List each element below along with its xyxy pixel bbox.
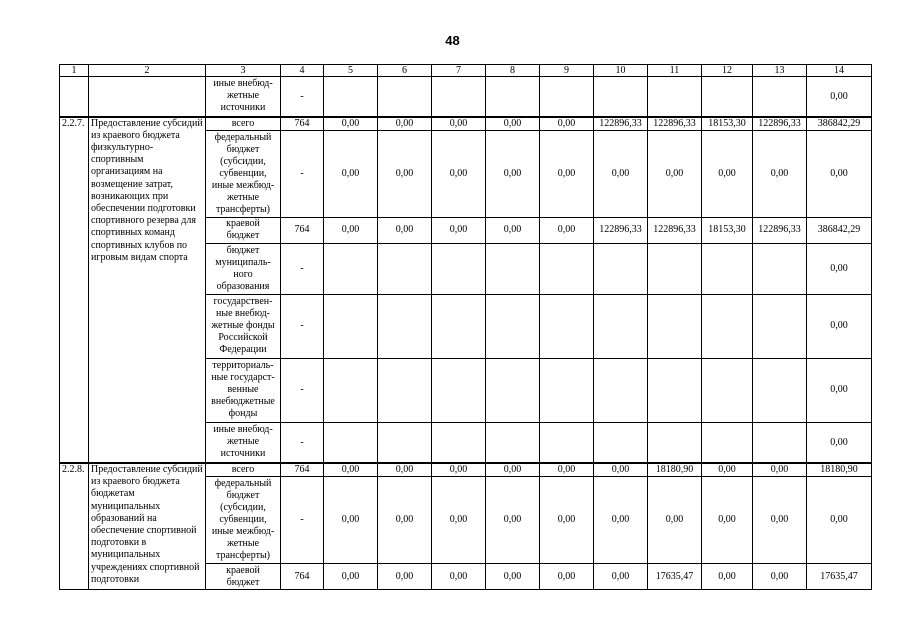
value-cell: 17635,47 [648,564,702,590]
kbk-cell: - [281,77,324,117]
value-cell: 0,00 [753,477,807,564]
value-cell: 0,00 [540,463,594,477]
value-cell: 0,00 [540,130,594,217]
funding-source-cell: иные внебюд- жетные источники [206,422,281,463]
header-cell: 14 [807,65,872,77]
value-cell: 0,00 [432,130,486,217]
kbk-cell: 764 [281,217,324,243]
value-cell: 18153,30 [702,117,753,131]
value-cell: 0,00 [432,564,486,590]
value-cell: 0,00 [324,217,378,243]
value-cell [753,358,807,422]
header-cell: 3 [206,65,281,77]
value-cell: 0,00 [702,564,753,590]
table-row [60,463,872,477]
value-cell [540,422,594,463]
value-cell: 0,00 [753,564,807,590]
value-cell: 0,00 [324,463,378,477]
value-cell: 0,00 [702,477,753,564]
value-cell [702,243,753,294]
value-cell [432,294,486,358]
value-cell: 0,00 [486,564,540,590]
total-cell: 0,00 [807,243,872,294]
value-cell: 0,00 [486,130,540,217]
value-cell: 18180,90 [648,463,702,477]
value-cell [540,77,594,117]
value-cell [432,77,486,117]
value-cell: 0,00 [702,130,753,217]
value-cell: 0,00 [432,477,486,564]
value-cell [702,358,753,422]
kbk-cell: - [281,130,324,217]
value-cell: 122896,33 [594,117,648,131]
funding-source-cell: всего [206,117,281,131]
funding-source-cell: краевой бюджет [206,564,281,590]
kbk-cell: 764 [281,463,324,477]
table-body [60,65,872,590]
value-cell [324,358,378,422]
value-cell [702,77,753,117]
value-cell [486,243,540,294]
total-cell: 386842,29 [807,217,872,243]
funding-source-cell: иные внебюд- жетные источники [206,77,281,117]
value-cell: 0,00 [540,564,594,590]
total-cell: 0,00 [807,130,872,217]
value-cell [594,294,648,358]
value-cell [594,422,648,463]
value-cell [432,422,486,463]
funding-source-cell: федеральный бюджет (субсидии, субвенции, иные межбюд- жетные трансферты) [206,130,281,217]
budget-table [59,64,872,590]
value-cell [324,294,378,358]
funding-source-cell: бюджет муниципаль- ного образования [206,243,281,294]
value-cell: 0,00 [753,130,807,217]
kbk-cell: 764 [281,564,324,590]
value-cell [432,243,486,294]
value-cell: 0,00 [378,463,432,477]
kbk-cell: - [281,358,324,422]
value-cell: 122896,33 [753,117,807,131]
header-cell: 10 [594,65,648,77]
value-cell: 0,00 [648,477,702,564]
header-cell: 6 [378,65,432,77]
value-cell: 122896,33 [648,217,702,243]
kbk-cell: - [281,422,324,463]
value-cell [378,358,432,422]
value-cell [594,77,648,117]
header-cell: 7 [432,65,486,77]
value-cell: 0,00 [648,130,702,217]
header-cell: 13 [753,65,807,77]
kbk-cell: - [281,294,324,358]
value-cell: 0,00 [378,477,432,564]
header-cell: 2 [89,65,206,77]
total-cell: 0,00 [807,422,872,463]
value-cell [324,77,378,117]
value-cell: 0,00 [324,130,378,217]
value-cell [378,294,432,358]
value-cell: 0,00 [486,477,540,564]
value-cell [594,358,648,422]
value-cell [540,358,594,422]
item-code: 2.2.8. [60,463,89,590]
value-cell [432,358,486,422]
table-row [60,77,872,117]
value-cell: 0,00 [753,463,807,477]
total-cell: 0,00 [807,294,872,358]
funding-source-cell: государствен- ные внебюд- жетные фонды Российской Федерации [206,294,281,358]
value-cell: 0,00 [432,117,486,131]
header-cell: 8 [486,65,540,77]
header-cell: 11 [648,65,702,77]
funding-source-cell: федеральный бюджет (субсидии, субвенции, иные межбюд- жетные трансферты) [206,477,281,564]
value-cell: 0,00 [540,217,594,243]
value-cell: 0,00 [486,463,540,477]
total-cell: 0,00 [807,477,872,564]
value-cell: 0,00 [432,463,486,477]
value-cell: 122896,33 [753,217,807,243]
funding-source-cell: всего [206,463,281,477]
total-cell: 0,00 [807,77,872,117]
value-cell: 0,00 [594,130,648,217]
value-cell: 122896,33 [648,117,702,131]
value-cell [324,243,378,294]
page-number: 48 [445,33,460,48]
value-cell: 0,00 [594,477,648,564]
total-cell: 386842,29 [807,117,872,131]
value-cell: 0,00 [594,564,648,590]
value-cell [378,422,432,463]
value-cell: 0,00 [324,117,378,131]
value-cell [594,243,648,294]
value-cell: 0,00 [594,463,648,477]
value-cell: 122896,33 [594,217,648,243]
value-cell: 0,00 [378,117,432,131]
description-cell [89,77,206,117]
value-cell: 0,00 [486,117,540,131]
header-cell: 1 [60,65,89,77]
total-cell: 17635,47 [807,564,872,590]
value-cell [648,77,702,117]
value-cell [486,358,540,422]
value-cell [540,294,594,358]
value-cell [378,77,432,117]
value-cell [378,243,432,294]
value-cell [324,422,378,463]
total-cell: 18180,90 [807,463,872,477]
item-description: Предоставление субсидий из краевого бюджета физкультурно-спортивным организациям на возмещение затрат, возникающих при обеспечении подготовки спортивного резерва для спортивных команд спортивных клубов по игровым видам спорта [89,117,206,464]
value-cell: 0,00 [540,117,594,131]
header-cell: 4 [281,65,324,77]
value-cell [753,243,807,294]
header-cell: 9 [540,65,594,77]
value-cell [648,358,702,422]
value-cell [753,77,807,117]
value-cell [753,294,807,358]
value-cell: 0,00 [378,564,432,590]
header-cell: 5 [324,65,378,77]
header-row [60,65,872,77]
item-code: 2.2.7. [60,117,89,464]
value-cell: 0,00 [540,477,594,564]
value-cell: 0,00 [702,463,753,477]
value-cell: 0,00 [324,477,378,564]
kbk-cell: 764 [281,117,324,131]
value-cell: 0,00 [378,130,432,217]
value-cell [753,422,807,463]
header-cell: 12 [702,65,753,77]
value-cell [648,294,702,358]
total-cell: 0,00 [807,358,872,422]
item-description: Предоставление субсидий из краевого бюджета бюджетам муниципальных образований на обеспечение спортивной подготовки в муниципальных учреждениях спортивной подготовки [89,463,206,590]
kbk-cell: - [281,243,324,294]
value-cell: 18153,30 [702,217,753,243]
table-row [60,117,872,131]
value-cell [702,422,753,463]
value-cell [702,294,753,358]
funding-source-cell: территориаль- ные государст- венные внебюджетные фонды [206,358,281,422]
value-cell [648,422,702,463]
kbk-cell: - [281,477,324,564]
value-cell [486,422,540,463]
value-cell [486,294,540,358]
value-cell [648,243,702,294]
value-cell: 0,00 [324,564,378,590]
value-cell: 0,00 [486,217,540,243]
value-cell: 0,00 [432,217,486,243]
value-cell [486,77,540,117]
code-cell [60,77,89,117]
value-cell: 0,00 [378,217,432,243]
funding-source-cell: краевой бюджет [206,217,281,243]
value-cell [540,243,594,294]
